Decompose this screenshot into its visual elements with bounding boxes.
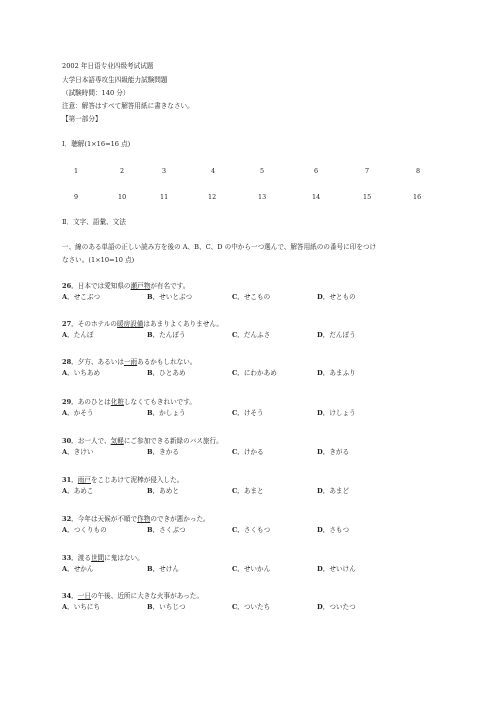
option-d[interactable] [317, 409, 356, 417]
option-letter: C． [232, 293, 244, 301]
option-letter: C． [232, 409, 244, 417]
option-text: あまと [243, 487, 264, 495]
option-text: ついたつ [329, 603, 356, 611]
option-a[interactable] [62, 331, 94, 339]
question-number: 32． [62, 515, 78, 523]
answer-options [62, 526, 422, 536]
exam-note: 注意：解答はすべて解答用紙に書きなさい。 [62, 102, 194, 110]
section-2-heading: Ⅱ．文字、語彙、文法 [62, 218, 126, 226]
exam-time: （試験時間：140 分） [62, 89, 130, 97]
question-stem [62, 592, 203, 600]
question-number: 34． [62, 592, 78, 600]
option-letter: B． [147, 565, 160, 573]
section-2-instruction-cont: なさい。(1×10=10 点) [62, 256, 135, 264]
option-letter: B． [147, 409, 160, 417]
answer-number: 1 [74, 167, 79, 175]
option-d[interactable] [317, 603, 356, 611]
answer-number: 15 [363, 193, 372, 201]
option-a[interactable] [62, 409, 94, 417]
answer-number: 9 [74, 193, 79, 201]
option-text: けかる [243, 448, 264, 456]
question-text-after: にご参加できる新緑のバス旅行。 [123, 437, 223, 445]
option-letter: D． [317, 409, 330, 417]
option-c[interactable] [232, 526, 270, 534]
exam-title: 2002 年日语专业四级考试试题 [62, 62, 154, 70]
option-b[interactable] [147, 409, 186, 417]
answer-number: 2 [120, 167, 125, 175]
option-a[interactable] [62, 293, 100, 301]
answer-number: 12 [208, 193, 217, 201]
option-letter: C． [232, 526, 244, 534]
option-b[interactable] [147, 603, 186, 611]
option-letter: A． [62, 565, 74, 573]
option-letter: A． [62, 603, 74, 611]
option-c[interactable] [232, 487, 264, 495]
answer-number: 13 [258, 193, 267, 201]
option-a[interactable] [62, 487, 94, 495]
option-letter: D． [317, 331, 330, 339]
question-text-after: をこじあけて泥棒が侵入した。 [90, 476, 184, 484]
question-text-before: 日本では愛知県の [77, 282, 131, 290]
question-stem [62, 358, 196, 366]
answer-options [62, 409, 422, 419]
option-b[interactable] [147, 369, 186, 377]
underlined-word: 作物 [137, 515, 151, 523]
answer-number: 6 [314, 167, 319, 175]
option-c[interactable] [232, 293, 270, 301]
answer-options [62, 565, 422, 575]
option-text: あめこ [73, 487, 94, 495]
option-letter: C． [232, 565, 244, 573]
answer-options [62, 603, 422, 613]
question-number: 28． [62, 358, 78, 366]
question-text-after: のできが悪かった。 [150, 515, 210, 523]
answer-options [62, 448, 422, 458]
option-c[interactable] [232, 448, 264, 456]
part-label: 【第一部分】 [62, 115, 102, 123]
option-b[interactable] [147, 487, 179, 495]
answer-number: 8 [416, 167, 421, 175]
answer-options [62, 293, 422, 303]
option-text: いちじつ [159, 603, 186, 611]
option-letter: A． [62, 448, 74, 456]
underlined-word: 一雨 [123, 358, 138, 366]
question-text-after: に鬼はない。 [104, 554, 144, 562]
option-text: せこぶつ [73, 293, 101, 301]
option-text: だんふさ [243, 331, 271, 339]
option-letter: A． [62, 526, 74, 534]
answer-number: 10 [118, 193, 127, 201]
question-stem [62, 554, 144, 562]
option-letter: A． [62, 409, 74, 417]
answer-number: 7 [365, 167, 370, 175]
option-letter: D． [317, 603, 330, 611]
listening-row-1 [62, 167, 442, 177]
underlined-word: 暖房設備 [117, 320, 144, 328]
answer-number: 11 [160, 193, 169, 201]
option-letter: B． [147, 526, 160, 534]
listening-heading: Ⅰ．聴解(1×16=16 点) [62, 140, 131, 148]
listening-row-2 [62, 193, 442, 203]
question-text-before: 夕方、あるいは [77, 358, 124, 366]
option-letter: C． [232, 369, 244, 377]
option-d[interactable] [317, 526, 349, 534]
option-c[interactable] [232, 565, 270, 573]
option-text: いちにち [73, 603, 101, 611]
option-a[interactable] [62, 526, 107, 534]
question-text-after: しなくてもきれいです。 [123, 398, 196, 406]
option-d[interactable] [317, 293, 356, 301]
question-stem [62, 437, 223, 445]
question-number: 26． [62, 282, 78, 290]
question-number: 27． [62, 320, 78, 328]
option-text: きけい [73, 448, 94, 456]
option-text: さもつ [329, 526, 350, 534]
underlined-word: 気軽 [110, 437, 124, 445]
exam-subtitle: 大学日本語専攻生四級能力試験問題 [62, 76, 168, 84]
question-number: 30． [62, 437, 78, 445]
option-text: けそう [243, 409, 264, 417]
option-letter: B． [147, 448, 160, 456]
option-text: けしょう [329, 409, 356, 417]
question-text-before: お一人で、 [77, 437, 111, 445]
question-text-after: の午後、近所に大きな火事があった。 [90, 592, 203, 600]
option-letter: A． [62, 293, 74, 301]
option-letter: A． [62, 331, 74, 339]
option-letter: B． [147, 369, 160, 377]
underlined-word: 雨戸 [77, 476, 91, 484]
option-text: にわかあめ [243, 369, 277, 377]
option-c[interactable] [232, 331, 270, 339]
option-letter: D． [317, 293, 330, 301]
option-letter: D． [317, 487, 330, 495]
option-text: あまど [329, 487, 350, 495]
option-text: せいけん [329, 565, 356, 573]
option-text: きかる [159, 448, 179, 456]
option-b[interactable] [147, 293, 192, 301]
option-text: たんぼ [73, 331, 94, 339]
option-d[interactable] [317, 369, 356, 377]
option-text: あまふり [329, 369, 356, 377]
answer-options [62, 369, 422, 379]
question-text-before: 今年は天候が不順で [77, 515, 138, 523]
option-text: だんぼう [329, 331, 356, 339]
option-letter: B． [147, 293, 160, 301]
option-letter: B． [147, 487, 160, 495]
option-c[interactable] [232, 369, 277, 377]
answer-number: 4 [211, 167, 216, 175]
option-letter: C． [232, 331, 244, 339]
option-letter: C． [232, 448, 244, 456]
option-letter: C． [232, 487, 244, 495]
option-b[interactable] [147, 565, 179, 573]
answer-options [62, 487, 422, 497]
section-2-instruction: 一、線のある単語の正しい読み方を後の A、B、C、D の中から一つ選んで、解答用紙のの番号に印をつけ [62, 243, 377, 251]
option-text: せいかん [243, 565, 271, 573]
question-text-before: あのひとは [77, 398, 111, 406]
option-a[interactable] [62, 448, 94, 456]
option-a[interactable] [62, 369, 100, 377]
answer-number: 16 [413, 193, 422, 201]
question-stem [62, 476, 183, 484]
answer-number: 3 [162, 167, 167, 175]
option-text: あめと [159, 487, 179, 495]
option-text: つくりもの [73, 526, 107, 534]
option-d[interactable] [317, 565, 356, 573]
option-text: たんぼう [159, 331, 186, 339]
option-text: せいとぶつ [159, 293, 193, 301]
option-a[interactable] [62, 565, 94, 573]
question-number: 29． [62, 398, 78, 406]
option-letter: D． [317, 565, 330, 573]
option-text: さくもつ [243, 526, 271, 534]
question-text-after: が有名です。 [150, 282, 190, 290]
question-text-before: 渡る [77, 554, 91, 562]
question-stem [62, 320, 223, 328]
answer-number: 14 [312, 193, 321, 201]
question-number: 31． [62, 476, 78, 484]
option-text: せともの [329, 293, 356, 301]
option-d[interactable] [317, 448, 349, 456]
question-text-after: あるかもしれない。 [137, 358, 197, 366]
question-stem [62, 282, 189, 290]
option-text: ひとあめ [159, 369, 186, 377]
underlined-word: 瀬戸物 [130, 282, 151, 290]
option-letter: D． [317, 448, 330, 456]
option-text: ついたち [243, 603, 271, 611]
option-text: さくぶつ [159, 526, 186, 534]
question-stem [62, 515, 210, 523]
answer-options [62, 331, 422, 341]
option-b[interactable] [147, 331, 186, 339]
option-text: せこもの [243, 293, 271, 301]
underlined-word: 世間 [90, 554, 105, 562]
option-text: せけん [159, 565, 179, 573]
option-text: せかん [73, 565, 94, 573]
option-text: いちあめ [73, 369, 101, 377]
option-b[interactable] [147, 448, 179, 456]
option-b[interactable] [147, 526, 186, 534]
question-stem [62, 398, 196, 406]
option-text: きがる [329, 448, 350, 456]
option-text: かしょう [159, 409, 186, 417]
option-letter: A． [62, 369, 74, 377]
underlined-word: 一日 [77, 592, 91, 600]
option-a[interactable] [62, 603, 100, 611]
option-c[interactable] [232, 603, 270, 611]
question-text-before: そのホテルの [77, 320, 118, 328]
option-d[interactable] [317, 331, 356, 339]
option-c[interactable] [232, 409, 264, 417]
question-number: 33． [62, 554, 78, 562]
option-letter: C． [232, 603, 244, 611]
option-letter: B． [147, 603, 160, 611]
underlined-word: 化粧 [110, 398, 124, 406]
option-text: かそう [73, 409, 94, 417]
option-letter: D． [317, 526, 330, 534]
option-letter: A． [62, 487, 74, 495]
option-d[interactable] [317, 487, 349, 495]
question-text-after: はあまりよくありません。 [143, 320, 223, 328]
option-letter: B． [147, 331, 160, 339]
option-letter: D． [317, 369, 330, 377]
answer-number: 5 [260, 167, 265, 175]
